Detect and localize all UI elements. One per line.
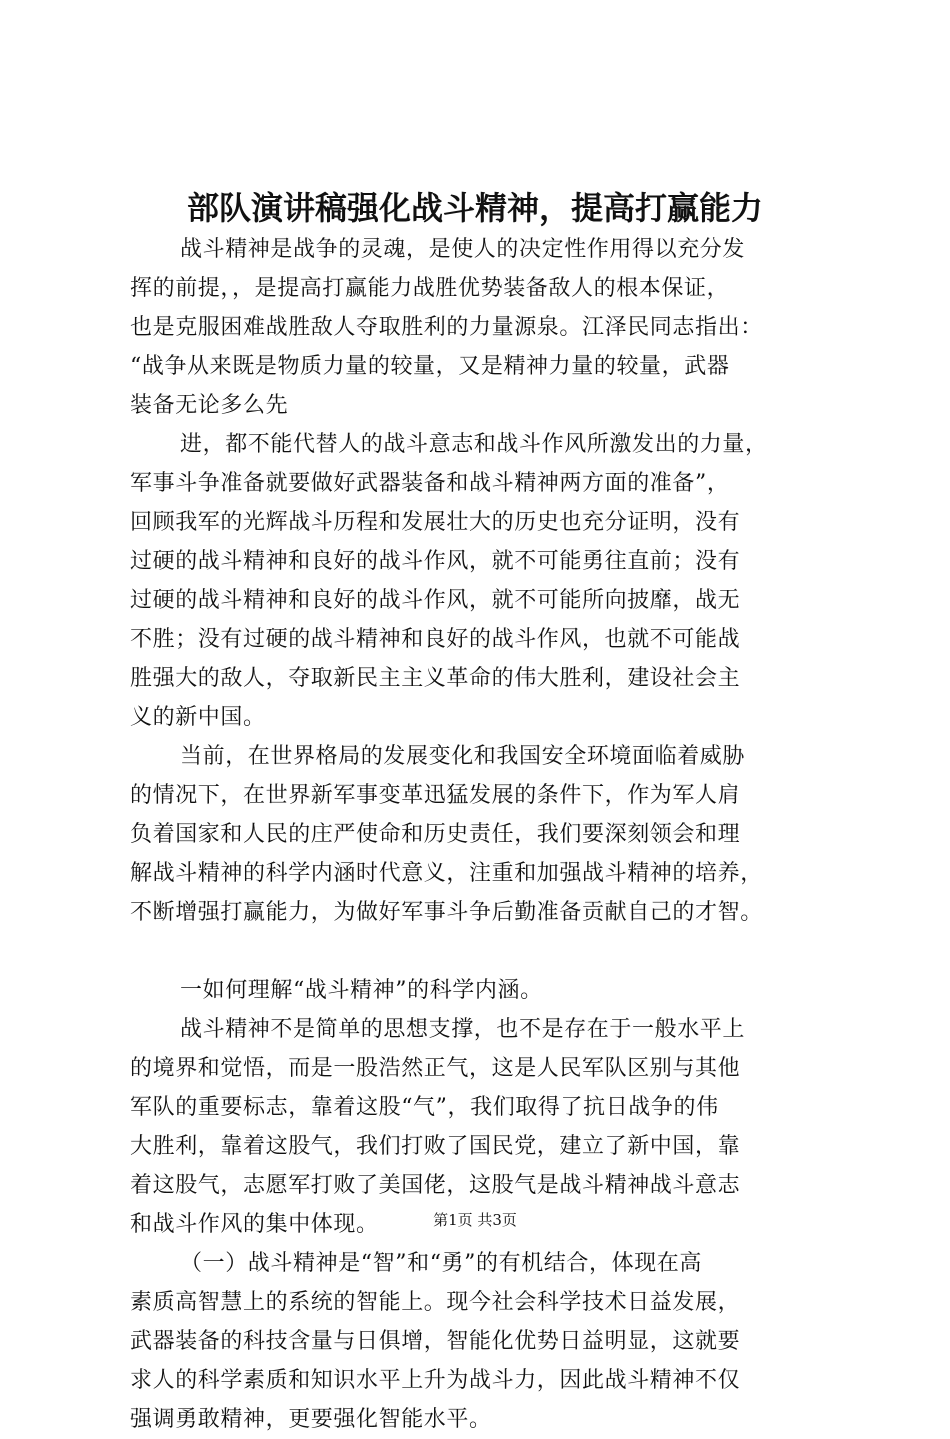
text-line: 回顾我军的光辉战斗历程和发展壮大的历史也充分证明，没有 bbox=[130, 510, 741, 535]
text-line: （一）战斗精神是“智”和“勇”的有机结合，体现在高 bbox=[180, 1251, 702, 1276]
text-line: 义的新中国。 bbox=[130, 705, 266, 730]
text-line: 挥的前提，，是提高打赢能力战胜优势装备敌人的根本保证， bbox=[130, 276, 730, 301]
page-number-footer: 第1页 共3页 bbox=[433, 1211, 517, 1229]
text-line: 的情况下，在世界新军事变革迅猛发展的条件下，作为军人肩 bbox=[130, 783, 741, 808]
text-line: 也是克服困难战胜敌人夺取胜利的力量源泉。江泽民同志指出： bbox=[130, 315, 763, 340]
text-line: 战斗精神是战争的灵魂，是使人的决定性作用得以充分发 bbox=[180, 237, 746, 262]
text-line: 求人的科学素质和知识水平上升为战斗力，因此战斗精神不仅 bbox=[130, 1368, 741, 1393]
text-line: 和战斗作风的集中体现。 bbox=[130, 1212, 379, 1237]
text-line: “战争从来既是物质力量的较量，又是精神力量的较量，武器 bbox=[130, 354, 730, 379]
text-line: 负着国家和人民的庄严使命和历史责任，我们要深刻领会和理 bbox=[130, 822, 741, 847]
blank-line bbox=[130, 932, 850, 971]
document-body bbox=[130, 230, 850, 1439]
section-heading: 一如何理解“战斗精神”的科学内涵。 bbox=[180, 978, 543, 1003]
text-line: 强调勇敢精神，更要强化智能水平。 bbox=[130, 1407, 492, 1432]
text-line: 过硬的战斗精神和良好的战斗作风，就不可能勇往直前；没有 bbox=[130, 549, 741, 574]
document-title: 部队演讲稿强化战斗精神，提高打赢能力 bbox=[186, 189, 763, 227]
text-line: 战斗精神不是简单的思想支撑，也不是存在于一般水平上 bbox=[180, 1017, 746, 1042]
text-line: 胜强大的敌人，夺取新民主主义革命的伟大胜利，建设社会主 bbox=[130, 666, 741, 691]
text-line: 过硬的战斗精神和良好的战斗作风，就不可能所向披靡，战无 bbox=[130, 588, 741, 613]
text-line: 大胜利，靠着这股气，我们打败了国民党，建立了新中国，靠 bbox=[130, 1134, 741, 1159]
text-line: 军事斗争准备就要做好武器装备和战斗精神两方面的准备”， bbox=[130, 471, 730, 496]
text-line: 着这股气，志愿军打败了美国佬，这股气是战斗精神战斗意志 bbox=[130, 1173, 741, 1198]
text-line: 解战斗精神的科学内涵时代意义，注重和加强战斗精神的培养， bbox=[130, 861, 763, 886]
text-line: 不断增强打赢能力，为做好军事斗争后勤准备贡献自己的才智。 bbox=[130, 900, 763, 925]
text-line: 的境界和觉悟，而是一股浩然正气，这是人民军队区别与其他 bbox=[130, 1056, 741, 1081]
text-line: 素质高智慧上的系统的智能上。现今社会科学技术日益发展， bbox=[130, 1290, 741, 1315]
text-line: 军队的重要标志，靠着这股“气”，我们取得了抗日战争的伟 bbox=[130, 1095, 719, 1120]
text-line: 当前，在世界格局的发展变化和我国安全环境面临着威胁 bbox=[180, 744, 746, 769]
text-line: 进，都不能代替人的战斗意志和战斗作风所激发出的力量， bbox=[180, 432, 768, 457]
text-line: 不胜；没有过硬的战斗精神和良好的战斗作风，也就不可能战 bbox=[130, 627, 741, 652]
text-line: 装备无论多么先 bbox=[130, 393, 289, 418]
text-line: 武器装备的科技含量与日俱增，智能化优势日益明显，这就要 bbox=[130, 1329, 741, 1354]
